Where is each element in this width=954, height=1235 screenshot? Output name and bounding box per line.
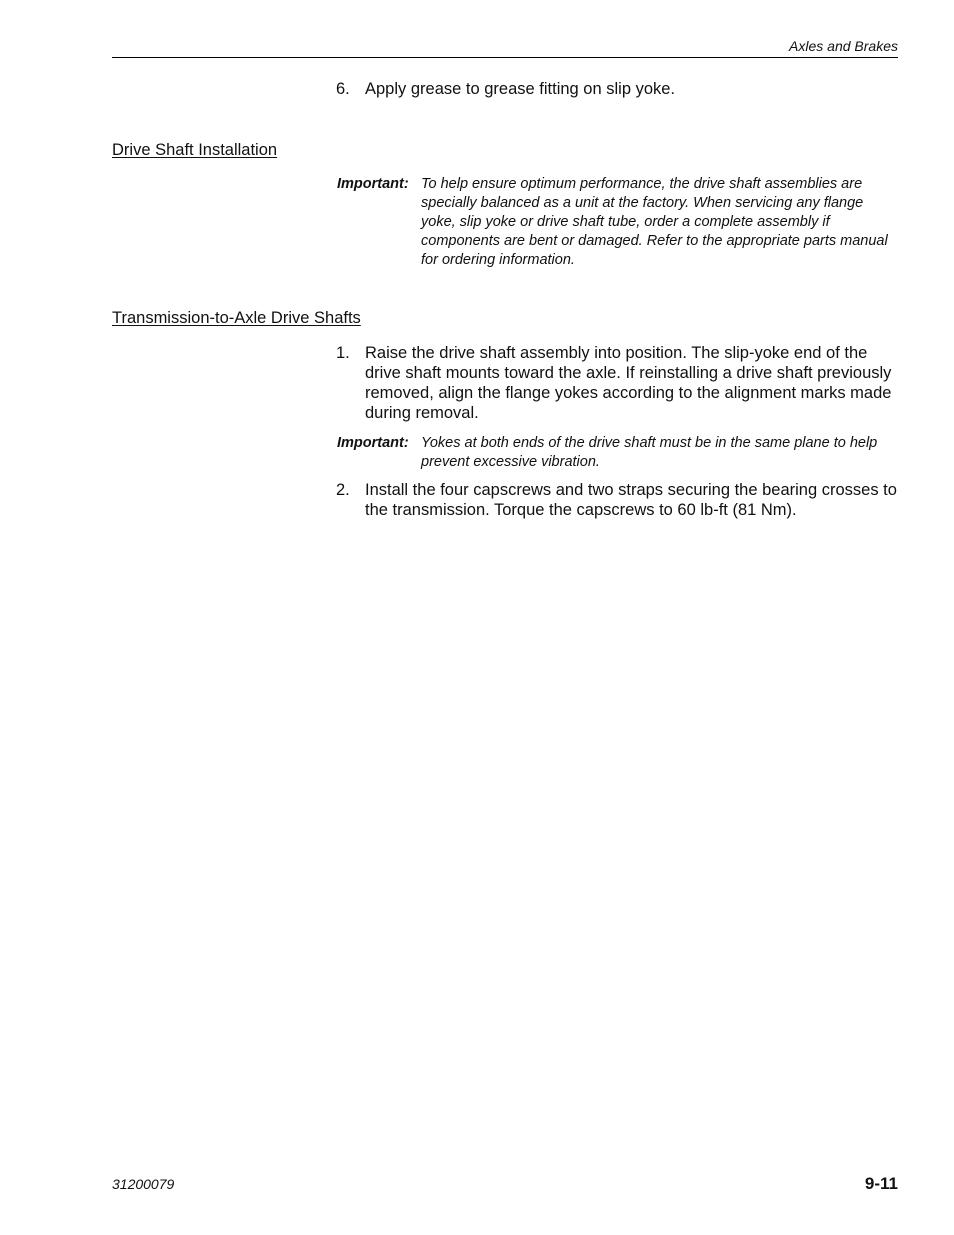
transmission-to-axle-heading: Transmission-to-Axle Drive Shafts bbox=[112, 309, 361, 327]
step-text: Apply grease to grease fitting on slip yoke. bbox=[365, 80, 676, 98]
important-label: Important: bbox=[337, 176, 409, 192]
step-2 bbox=[336, 480, 898, 520]
page-number: 9-11 bbox=[864, 1174, 898, 1193]
header-rule bbox=[112, 57, 898, 58]
drive-shaft-installation-heading: Drive Shaft Installation bbox=[112, 141, 278, 159]
important-label: Important: bbox=[337, 435, 409, 451]
step-text: Install the four capscrews and two straps securing the bearing crosses to the transmission. Torque the capscrews to 60 lb-ft (81 Nm). bbox=[365, 481, 897, 519]
step-number: 6. bbox=[336, 80, 350, 98]
step-6 bbox=[336, 79, 898, 99]
important-note-balanced-assemblies bbox=[337, 175, 900, 270]
running-header: Axles and Brakes bbox=[789, 38, 898, 54]
step-1 bbox=[336, 343, 898, 423]
document-number: 31200079 bbox=[112, 1176, 175, 1192]
step-number: 2. bbox=[336, 481, 350, 499]
note-text: To help ensure optimum performance, the drive shaft assemblies are specially balanced as a unit at the factory. When servicing any flange yoke, slip yoke or drive shaft tube, order a complete assembly if components are bent or damaged. Refer to the appropriate parts manual for ordering information. bbox=[421, 176, 888, 268]
step-text: Raise the drive shaft assembly into position. The slip-yoke end of the drive shaft mounts toward the axle. If reinstalling a drive shaft previously removed, align the flange yokes according to the alignment marks made during removal. bbox=[365, 344, 892, 422]
note-text: Yokes at both ends of the drive shaft must be in the same plane to help prevent excessive vibration. bbox=[421, 435, 878, 470]
important-note-yokes-plane bbox=[337, 434, 900, 472]
step-number: 1. bbox=[336, 344, 350, 362]
